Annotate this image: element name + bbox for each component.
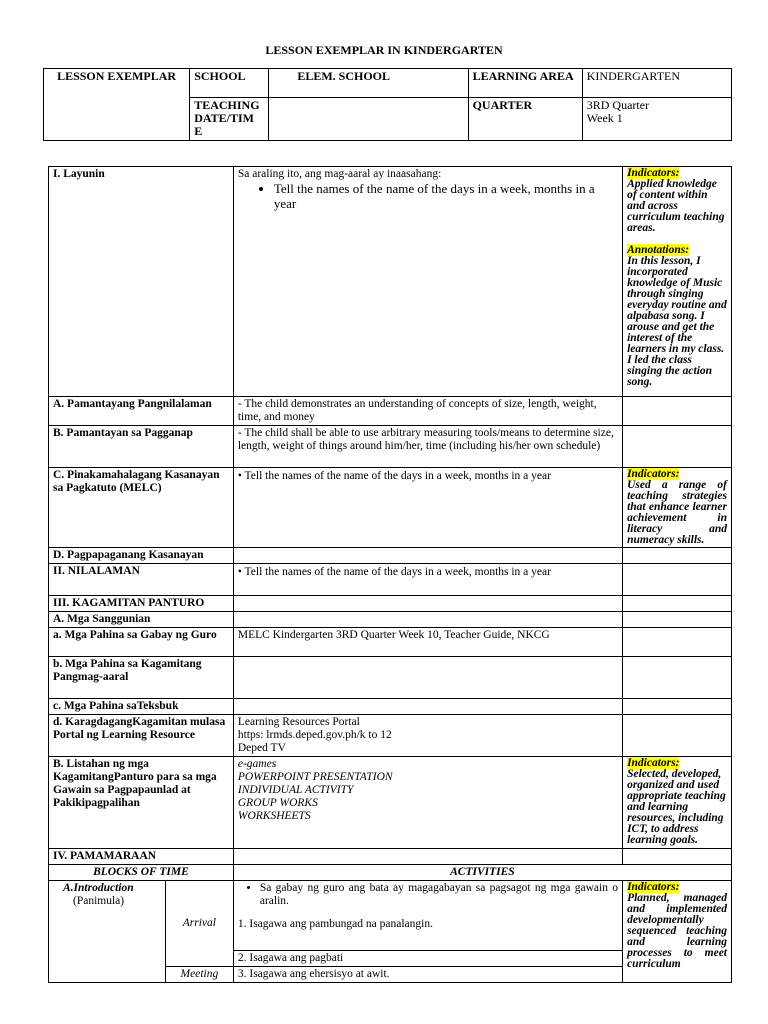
gabay-guro-text: MELC Kindergarten 3RD Quarter Week 10, Teacher Guide, NKCG	[233, 628, 622, 657]
list-item: e-games	[237, 758, 277, 770]
indicator-annotation-cell	[623, 167, 732, 397]
list-item: GROUP WORKS	[237, 797, 318, 809]
empty-cell	[623, 715, 732, 757]
indicators-label-3: Indicators:	[627, 757, 680, 769]
quarter-value-line2: Week 1	[586, 111, 623, 125]
empty-cell	[623, 628, 732, 657]
empty-cell	[623, 657, 732, 699]
empty-cell	[623, 397, 732, 426]
teksbuk-label: c. Mga Pahina saTeksbuk	[49, 699, 234, 715]
empty-cell	[233, 657, 622, 699]
pagpapaganang-label: D. Pagpapaganang Kasanayan	[49, 548, 234, 564]
arrival-bullet: • Sa gabay ng guro ang bata ay magagabayan sa pagsagot ng mga gawain o aralin.	[260, 882, 618, 908]
arrival-step-1: 1. Isagawa ang pambungad na panalangin.	[237, 918, 433, 930]
karagdagang-kagamitan-label: d. KaragdagangKagamitan mulasa Portal ng Learning Resource	[49, 715, 234, 757]
indicator-cell-2	[623, 468, 732, 548]
pamamaraan-label: IV. PAMAMARAAN	[49, 849, 234, 865]
quarter-label: QUARTER	[468, 98, 582, 141]
empty-cell	[623, 699, 732, 715]
empty-cell	[623, 612, 732, 628]
empty-cell	[623, 426, 732, 468]
empty-cell	[233, 849, 622, 865]
empty-cell	[623, 564, 732, 596]
learning-area-label: LEARNING AREA	[468, 69, 582, 98]
empty-cell	[233, 699, 622, 715]
listahan-kagamitan-list	[233, 757, 622, 849]
introduction-label: A.Introduction	[63, 882, 134, 894]
layunin-intro: Sa araling ito, ang mag-aaral ay inaasahang:	[237, 168, 442, 180]
karagdagang-kagamitan-text	[233, 715, 622, 757]
lesson-table	[48, 166, 732, 983]
arrival-activities	[233, 881, 622, 951]
teaching-date-label: TEACHING DATE/TIM E	[190, 98, 269, 141]
portal-url: https: lrmds.deped.gov.ph/k to 12	[237, 729, 392, 741]
empty-cell	[233, 612, 622, 628]
indicators-text-4: Planned, managed and implemented developmentally sequenced teaching and learning processes to meet curriculum	[627, 892, 727, 970]
school-label: SCHOOL	[190, 69, 269, 98]
empty-cell	[623, 849, 732, 865]
teaching-date-value	[269, 98, 468, 141]
listahan-kagamitan-label: B. Listahan ng mga KagamitangPanturo para sa mga Gawain sa Pagpapaunlad at Pakikipagpalihan	[49, 757, 234, 849]
kagamitan-panturo-label: III. KAGAMITAN PANTURO	[49, 596, 234, 612]
empty-cell	[623, 548, 732, 564]
pamantayang-pangnilalaman-text: - The child demonstrates an understanding of concepts of size, length, weight, time, and money	[233, 397, 622, 426]
introduction-cell	[49, 881, 166, 983]
nilalaman-label: II. NILALAMAN	[49, 564, 234, 596]
empty-cell	[623, 596, 732, 612]
indicators-text-2: Used a range of teaching strategies that enhance learner achievement in literacy and numeracy skills.	[627, 479, 727, 546]
indicators-label-4: Indicators:	[627, 881, 680, 893]
meeting-label: Meeting	[165, 967, 233, 983]
melc-text: • Tell the names of the name of the days in a week, months in a year	[233, 468, 622, 548]
header-table	[43, 68, 732, 141]
blocks-of-time-header: BLOCKS OF TIME	[49, 865, 234, 881]
introduction-sub: (Panimula)	[73, 895, 125, 907]
indicator-cell-4	[623, 881, 732, 983]
nilalaman-text: • Tell the names of the name of the days in a week, months in a year	[233, 564, 622, 596]
layunin-label: I. Layunin	[49, 167, 234, 397]
indicators-text: Applied knowledge of content within and across curriculum teaching areas.	[627, 178, 725, 234]
kagamitang-pangmag-aaral-label: b. Mga Pahina sa Kagamitang Pangmag-aaral	[49, 657, 234, 699]
layunin-bullet: • Tell the names of the name of the days in a week, months in a year	[274, 181, 618, 211]
list-item: INDIVIDUAL ACTIVITY	[237, 784, 354, 796]
arrival-label: Arrival	[165, 881, 233, 967]
indicator-cell-3	[623, 757, 732, 849]
deped-tv: Deped TV	[237, 742, 286, 754]
activities-header: ACTIVITIES	[233, 865, 731, 881]
school-value: ELEM. SCHOOL	[269, 69, 468, 98]
layunin-content	[233, 167, 622, 397]
empty-cell	[233, 548, 622, 564]
document-title: LESSON EXEMPLAR IN KINDERGARTEN	[265, 43, 503, 57]
arrival-step-2: 2. Isagawa ang pagbati	[233, 951, 622, 967]
pamantayang-pangnilalaman-label: A. Pamantayang Pangnilalaman	[49, 397, 234, 426]
learning-area-value: KINDERGARTEN	[582, 69, 731, 98]
indicators-label-2: Indicators:	[627, 468, 680, 480]
meeting-step-3: 3. Isagawa ang ehersisyo at awit.	[233, 967, 622, 983]
indicators-label: Indicators:	[627, 167, 680, 179]
annotations-text: In this lesson, I incorporated knowledge of Music through singing everyday routine and alpabasa song. I arouse and get the interest of the learners in my class. I led the class singing the action song.	[627, 255, 727, 388]
sanggunian-label: A. Mga Sanggunian	[49, 612, 234, 628]
portal-name: Learning Resources Portal	[237, 716, 360, 728]
pamantayan-pagganap-label: B. Pamantayan sa Pagganap	[49, 426, 234, 468]
quarter-value	[582, 98, 731, 141]
gabay-guro-label: a. Mga Pahina sa Gabay ng Guro	[49, 628, 234, 657]
pamantayan-pagganap-text: - The child shall be able to use arbitrary measuring tools/means to determine size, length, weight of things around him/her, time (including his/her own schedule)	[233, 426, 622, 468]
indicators-text-3: Selected, developed, organized and used appropriate teaching and learning resources, including ICT, to address learning goals.	[627, 768, 726, 846]
quarter-value-line1: 3RD Quarter	[586, 98, 650, 112]
melc-label: C. Pinakamahalagang Kasanayan sa Pagkatuto (MELC)	[49, 468, 234, 548]
annotations-label: Annotations:	[627, 244, 690, 256]
list-item: WORKSHEETS	[237, 810, 311, 822]
list-item: POWERPOINT PRESENTATION	[237, 771, 393, 783]
lesson-exemplar-label: LESSON EXEMPLAR	[44, 69, 190, 141]
empty-cell	[233, 596, 622, 612]
